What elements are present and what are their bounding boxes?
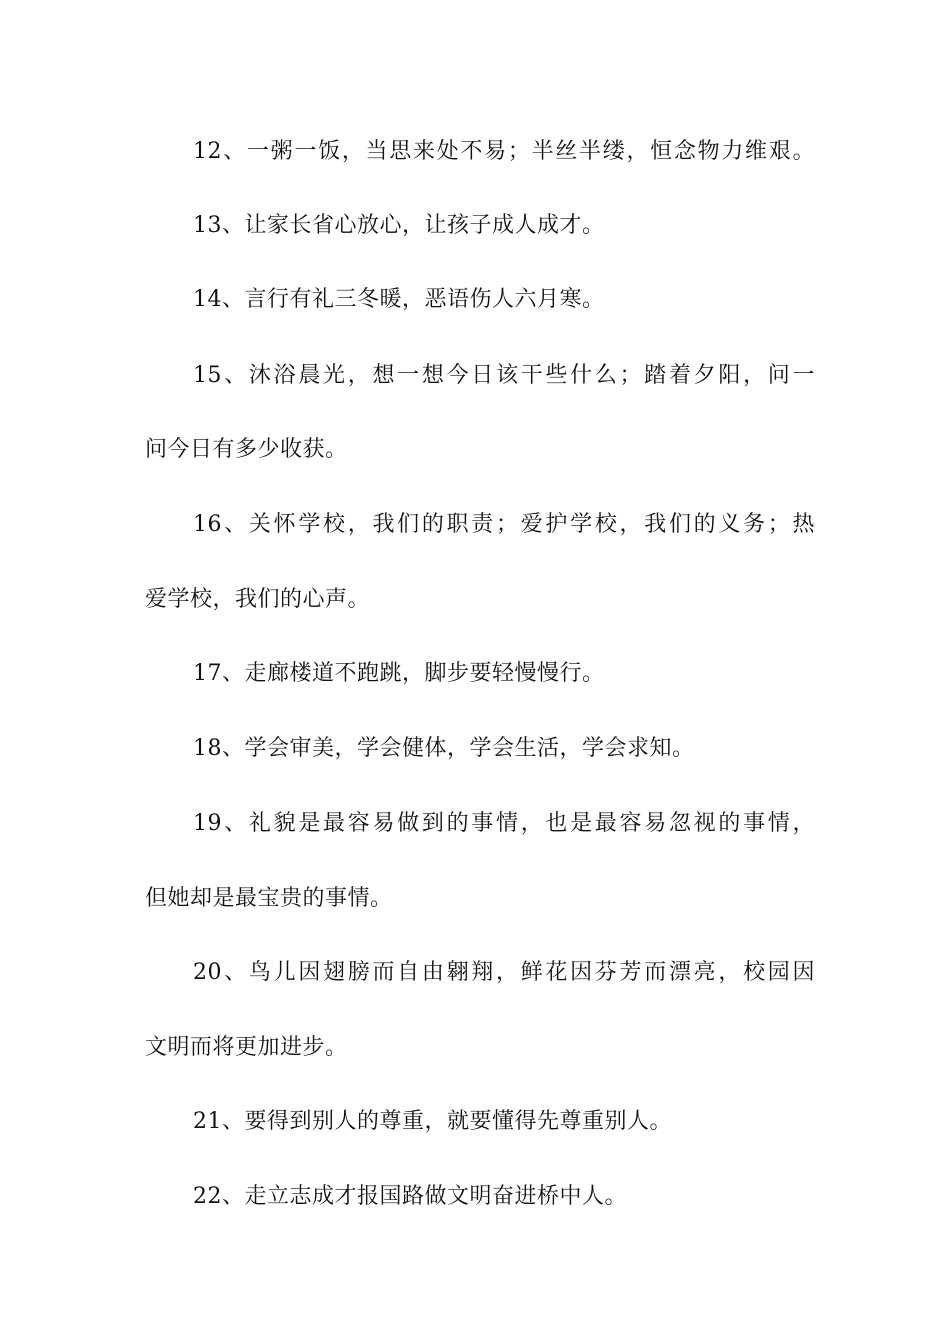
slogan-16-line-2: 爱学校，我们的心声。 bbox=[145, 587, 371, 612]
slogan-19-line-2: 但她却是最宝贵的事情。 bbox=[145, 886, 393, 911]
slogan-15-line-2: 问今日有多少收获。 bbox=[145, 437, 348, 462]
slogan-20-line-2: 文明而将更加进步。 bbox=[145, 1035, 348, 1060]
slogan-22: 22、走立志成才报国路做文明奋进桥中人。 bbox=[193, 1184, 627, 1209]
slogan-16-line-1: 16、关怀学校，我们的职责；爱护学校，我们的义务；热 bbox=[193, 512, 815, 537]
slogan-12: 12、一粥一饭，当思来处不易；半丝半缕，恒念物力维艰。 bbox=[193, 139, 815, 164]
slogan-15-line-1: 15、沐浴晨光，想一想今日该干些什么；踏着夕阳，问一 bbox=[193, 363, 815, 388]
slogan-14: 14、言行有礼三冬暖，恶语伤人六月寒。 bbox=[193, 287, 605, 312]
slogan-20-line-1: 20、鸟儿因翅膀而自由翱翔，鲜花因芬芳而漂亮，校园因 bbox=[193, 960, 815, 985]
slogan-13: 13、让家长省心放心，让孩子成人成才。 bbox=[193, 213, 605, 238]
slogan-17: 17、走廊楼道不跑跳，脚步要轻慢慢行。 bbox=[193, 661, 605, 686]
slogan-21: 21、要得到别人的尊重，就要懂得先尊重别人。 bbox=[193, 1109, 672, 1134]
slogan-18: 18、学会审美，学会健体，学会生活，学会求知。 bbox=[193, 736, 695, 761]
slogan-19-line-1: 19、礼貌是最容易做到的事情，也是最容易忽视的事情， bbox=[193, 811, 815, 836]
